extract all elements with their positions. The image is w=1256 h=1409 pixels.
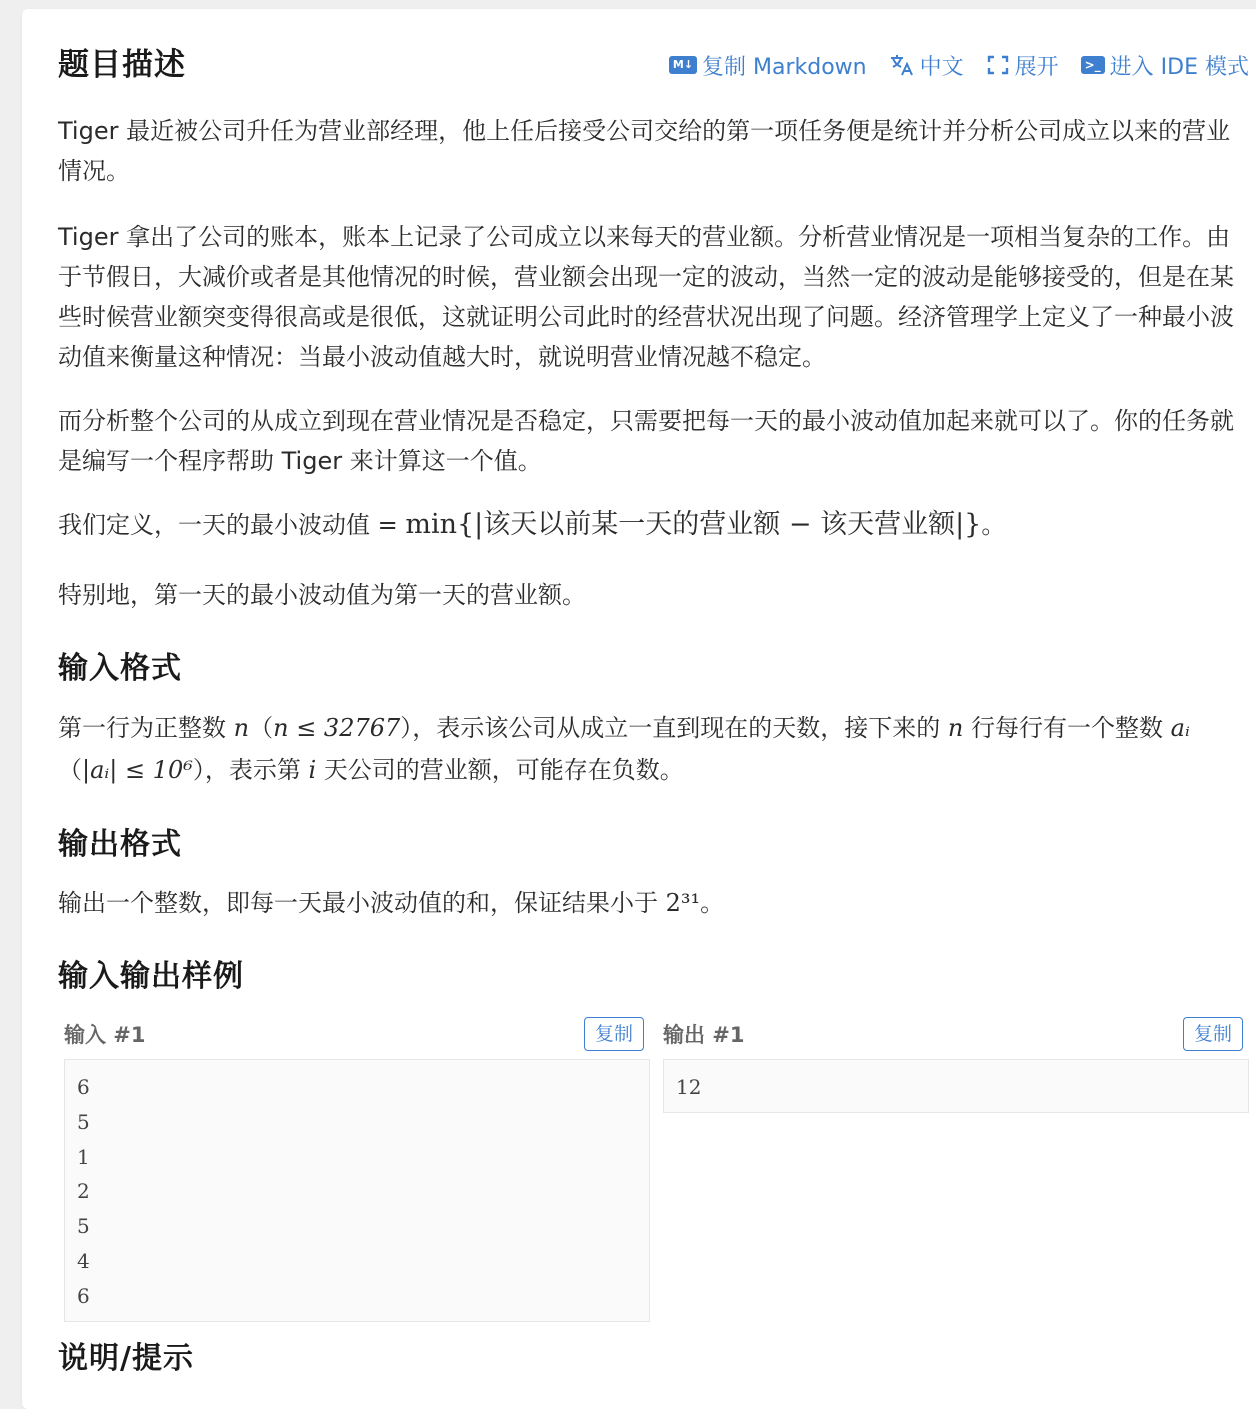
math-n-bound: n ≤ 32767 [273, 714, 401, 742]
copy-markdown-button[interactable] [669, 50, 867, 81]
description-paragraph-4 [58, 505, 1248, 545]
sample-input-line: 6 [77, 1075, 90, 1099]
sample-input-box[interactable] [64, 1059, 650, 1322]
sample-input-line: 2 [77, 1179, 90, 1204]
expand-button[interactable] [986, 50, 1059, 81]
math-n: n [233, 714, 250, 742]
section-title-description: 题目描述 [58, 47, 186, 83]
description-paragraph-2: Tiger 拿出了公司的账本，账本上记录了公司成立以来每天的营业额。分析营业情况是一项相当复杂的工作。由于节假日，大减价或者是其他情况的时候，营业额会出现一定的波动，当然一定的波动是能够接受的，但是在某些时候营业额突变得很高或是很低，这就证明公司此时的经营状况出现了问题。经济管理学上定义了一种最小波动值来衡量这种情况：当最小波动值越大时，就说明营业情况越不稳定。 [58, 223, 1234, 371]
ide-mode-label: 进入 IDE 模式 [1109, 54, 1249, 80]
definition-formula: min{|该天以前某一天的营业额 − 该天营业额|} [405, 509, 982, 540]
sample-input-line: 1 [77, 1144, 90, 1169]
sample-input-line: 5 [77, 1109, 90, 1134]
section-title-output-format: 输出格式 [58, 827, 182, 862]
section-title-hint: 说明/提示 [58, 1341, 194, 1376]
sample-input-line: 5 [77, 1214, 90, 1239]
section-title-samples: 输入输出样例 [58, 959, 244, 994]
terminal-icon: >_ [1081, 56, 1105, 74]
expand-icon [986, 54, 1010, 76]
copy-input-button[interactable]: 复制 [584, 1017, 644, 1051]
translate-icon [889, 53, 915, 77]
math-n: n [947, 714, 964, 742]
sample-input-line: 6 [77, 1283, 90, 1308]
input-format-segment: ），表示第 [192, 756, 309, 784]
copy-markdown-label: 复制 Markdown [702, 54, 867, 80]
sample-input-label: 输入 #1 [64, 1023, 146, 1047]
input-format-segment: ），表示该公司从成立一直到现在的天数，接下来的 [400, 714, 948, 742]
language-label: 中文 [919, 54, 964, 80]
markdown-icon: M↓ [669, 56, 697, 74]
input-format-segment: 天公司的营业额，可能存在负数。 [316, 756, 684, 784]
section-title-input-format: 输入格式 [58, 651, 182, 686]
sample-output-line: 12 [676, 1075, 702, 1099]
sample-output-box[interactable] [663, 1059, 1249, 1113]
output-format-text [58, 883, 1248, 923]
sample-output-label: 输出 #1 [663, 1023, 745, 1047]
description-paragraph-5: 特别地，第一天的最小波动值为第一天的营业额。 [58, 581, 586, 609]
input-format-segment: （ [58, 756, 82, 784]
input-format-text [58, 707, 1248, 791]
math-ai-bound: |aᵢ| ≤ 10⁶ [82, 756, 193, 784]
math-i: i [308, 756, 317, 784]
definition-suffix: 。 [981, 511, 1006, 539]
description-paragraph-3: 而分析整个公司的从成立到现在营业情况是否稳定，只需要把每一天的最小波动值加起来就可以了。你的任务就是编写一个程序帮助 Tiger 来计算这一个值。 [58, 407, 1234, 475]
math-2-pow-31: 2³¹ [665, 889, 701, 917]
input-format-segment: （ [249, 714, 274, 742]
input-format-segment: 第一行为正整数 [58, 714, 234, 742]
definition-text: 我们定义，一天的最小波动值 = [58, 511, 406, 539]
output-format-segment: 。 [700, 889, 725, 917]
sample-input-line: 4 [77, 1248, 90, 1273]
output-format-segment: 输出一个整数，即每一天最小波动值的和，保证结果小于 [58, 889, 666, 917]
expand-label: 展开 [1014, 54, 1059, 80]
problem-card [22, 9, 1256, 1409]
language-button[interactable] [889, 50, 964, 81]
math-ai: aᵢ [1170, 714, 1190, 742]
description-paragraph-1: Tiger 最近被公司升任为营业部经理，他上任后接受公司交给的第一项任务便是统计并分析公司成立以来的营业情况。 [58, 117, 1231, 185]
ide-mode-button[interactable] [1081, 50, 1249, 81]
input-format-segment: 行每行有一个整数 [963, 714, 1171, 742]
copy-output-button[interactable]: 复制 [1183, 1017, 1243, 1051]
problem-header [58, 45, 1256, 85]
header-actions [669, 45, 1256, 85]
